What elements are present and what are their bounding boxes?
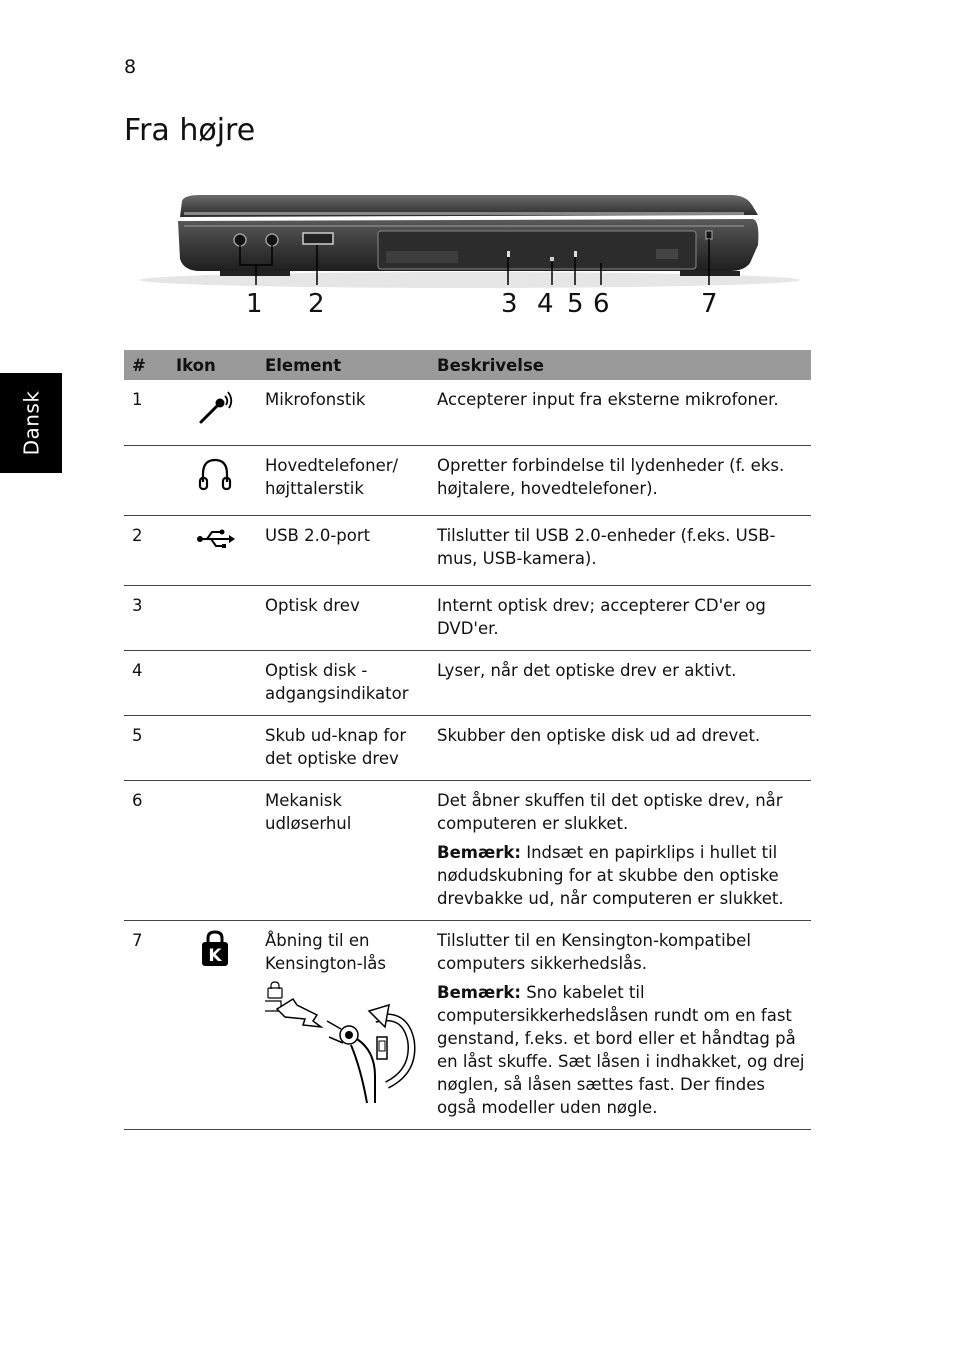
row-icon: [168, 380, 257, 445]
note-paragraph: [437, 841, 807, 910]
header-element: Element: [257, 350, 429, 380]
note-label: Bemærk:: [437, 842, 521, 862]
callout-6: 6: [593, 289, 610, 319]
row-icon: [168, 515, 257, 585]
row-num: 3: [124, 585, 168, 650]
kensington-icon: [200, 929, 230, 967]
table-row: [124, 380, 811, 445]
kensington-lock-illustration: [265, 981, 425, 1103]
row-icon: [168, 780, 257, 920]
table-row: [124, 920, 811, 1129]
row-description: Lyser, når det optiske drev er aktivt.: [429, 650, 811, 715]
headphones-icon: [195, 454, 235, 494]
language-tab: [0, 373, 62, 473]
row-icon: [168, 445, 257, 515]
callout-1: 1: [246, 289, 263, 319]
table-row: [124, 585, 811, 650]
row-element: Mikrofonstik: [257, 380, 429, 445]
row-element: Mekanisk udløserhul: [257, 780, 429, 920]
callout-7: 7: [701, 289, 718, 319]
row-icon: [168, 920, 257, 1129]
row-num: 5: [124, 715, 168, 780]
table-row: [124, 650, 811, 715]
usb-icon: [195, 524, 235, 552]
note-paragraph: [437, 981, 807, 1119]
row-description: [429, 920, 811, 1129]
row-element: USB 2.0-port: [257, 515, 429, 585]
row-description: Internt optisk drev; accepterer CD'er og DVD'er.: [429, 585, 811, 650]
row-element: Skub ud-knap for det optiske drev: [257, 715, 429, 780]
header-num: #: [124, 350, 168, 380]
note-text: Indsæt en papirklips i hullet til nødudskubning for at skubbe den optiske drevbakke ud, når computeren er slukket.: [437, 842, 784, 908]
row-element: Optisk drev: [257, 585, 429, 650]
svg-text:K: K: [207, 945, 222, 966]
row-num: 4: [124, 650, 168, 715]
row-element: Hovedtelefoner/ højttalerstik: [257, 445, 429, 515]
description-text: Tilslutter til en Kensington-kompatibel computers sikkerhedslås.: [437, 930, 751, 973]
row-num: 1: [124, 380, 168, 445]
row-description: Accepterer input fra eksterne mikrofoner.: [429, 380, 811, 445]
description-text: Det åbner skuffen til det optiske drev, når computeren er slukket.: [437, 790, 783, 833]
header-description: Beskrivelse: [429, 350, 811, 380]
row-num: 6: [124, 780, 168, 920]
row-description: Opretter forbindelse til lydenheder (f. eks. højtalere, hovedtelefoner).: [429, 445, 811, 515]
row-icon: [168, 650, 257, 715]
row-description: Tilslutter til USB 2.0-enheder (f.eks. USB-mus, USB-kamera).: [429, 515, 811, 585]
row-num: 7: [124, 920, 168, 1129]
row-icon: [168, 585, 257, 650]
callout-2: 2: [308, 289, 325, 319]
table-row: [124, 715, 811, 780]
note-text: Sno kabelet til computersikkerhedslåsen rundt om en fast genstand, f.eks. et bord eller et håndtag på en låst skuffe. Sæt låsen i indhakket, og drej nøglen, så låsen sættes fast. Der findes også modeller uden nøgle.: [437, 982, 805, 1117]
row-description: Skubber den optiske disk ud ad drevet.: [429, 715, 811, 780]
table-header-row: [124, 350, 811, 380]
callout-4: 4: [537, 289, 554, 319]
language-tab-label: Dansk: [19, 390, 43, 456]
row-num: 2: [124, 515, 168, 585]
row-icon: [168, 715, 257, 780]
row-num: [124, 445, 168, 515]
page-title: Fra højre: [124, 113, 256, 148]
note-label: Bemærk:: [437, 982, 521, 1002]
row-element: Optisk disk - adgangsindikator: [257, 650, 429, 715]
row-description: [429, 780, 811, 920]
table-row: [124, 515, 811, 585]
row-element-label: Åbning til en Kensington-lås: [265, 930, 386, 973]
microphone-icon: [195, 388, 235, 428]
page-number: 8: [124, 56, 137, 78]
header-icon: Ikon: [168, 350, 257, 380]
table-row: [124, 780, 811, 920]
ports-table: [124, 350, 811, 1130]
callout-3: 3: [501, 289, 518, 319]
callout-5: 5: [567, 289, 584, 319]
row-element: [257, 920, 429, 1129]
table-row: [124, 445, 811, 515]
